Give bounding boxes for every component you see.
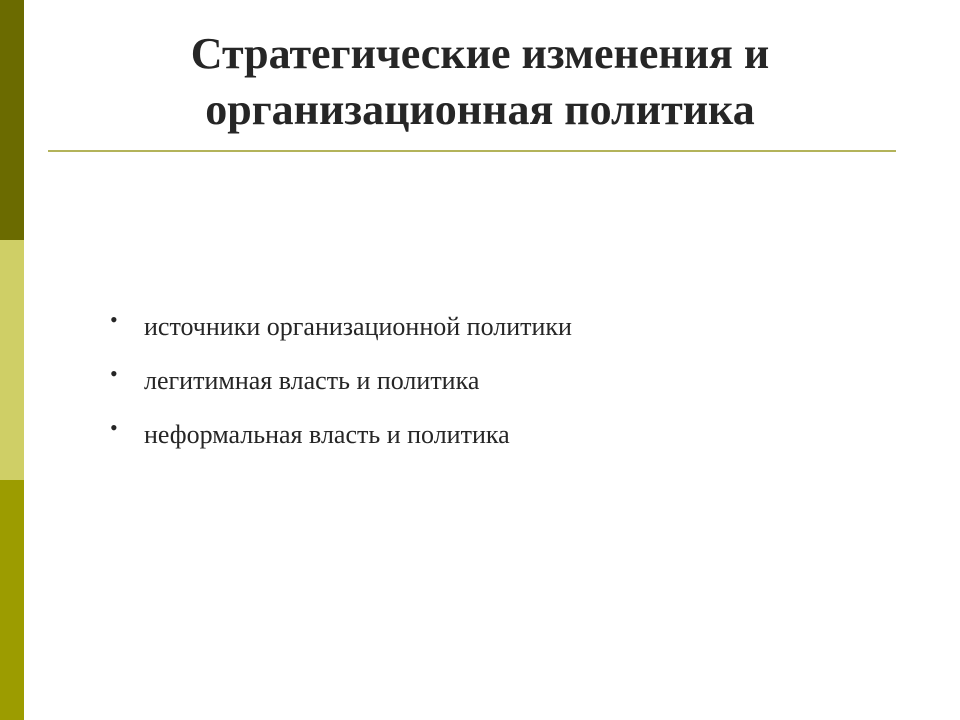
list-item [110,408,890,462]
list-item [110,300,890,354]
bullet-icon: • [110,307,118,332]
list-item [110,354,890,408]
bullet-text: неформальная власть и политика [144,420,510,449]
bullet-text: источники организационной политики [144,312,572,341]
title-underline [48,150,896,152]
bullet-icon: • [110,361,118,386]
slide-title [48,26,912,138]
side-band-middle [0,240,24,480]
slide-title-line-2: организационная политика [205,85,755,134]
side-band-top [0,0,24,240]
slide-title-line-1: Стратегические изменения и [190,29,770,78]
bullet-text: легитимная власть и политика [144,366,480,395]
side-band-bottom [0,480,24,720]
bullet-list [110,300,890,462]
bullet-icon: • [110,415,118,440]
